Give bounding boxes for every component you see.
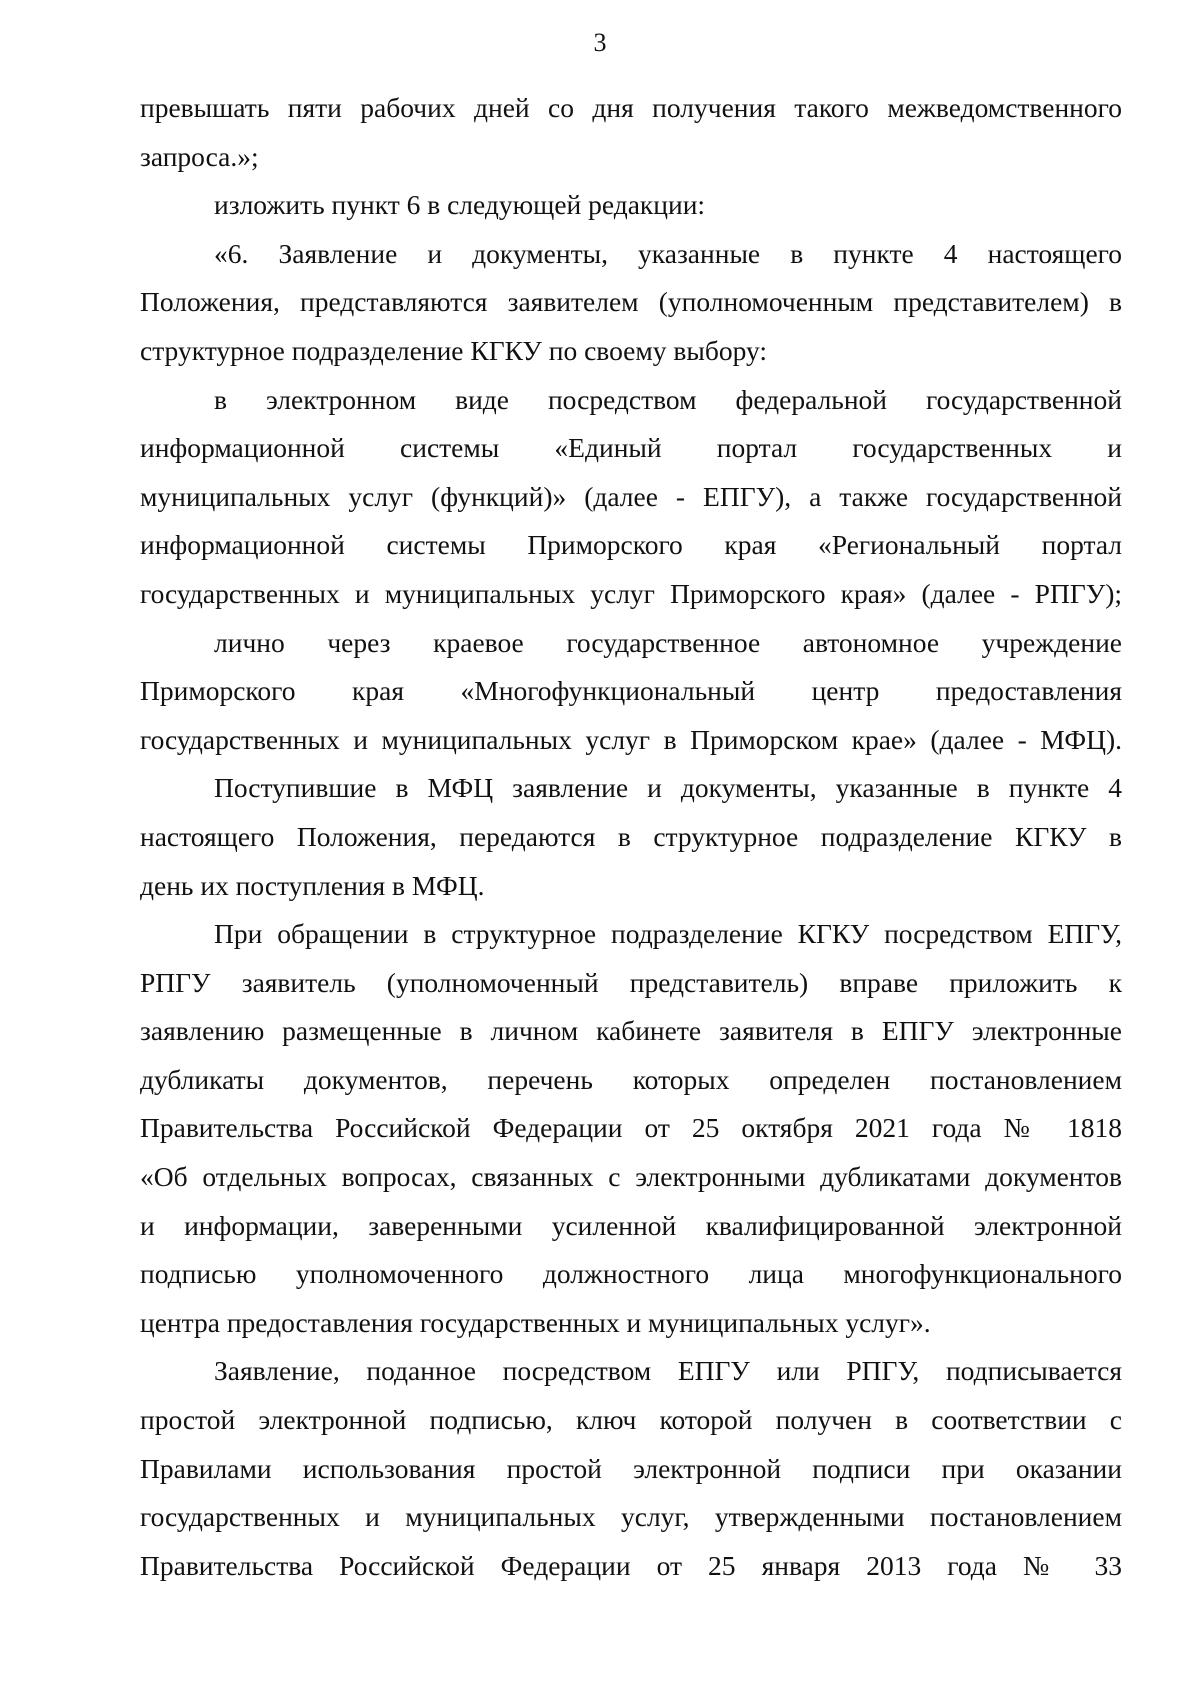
text-line: РПГУ заявитель (уполномоченный представитель) вправе приложить к (140, 966, 1122, 998)
text-line: центра предоставления государственных и муниципальных услуг». (140, 1306, 931, 1338)
text-line: информационной системы Приморского края «Региональный портал (140, 529, 1122, 561)
text-line: Заявление, поданное посредством ЕПГУ или РПГУ, подписывается (214, 1355, 1122, 1387)
text-line: Правительства Российской Федерации от 25 января 2013 года № 33 (140, 1549, 1122, 1581)
text-line: «6. Заявление и документы, указанные в пункте 4 настоящего (214, 237, 1122, 269)
text-line: настоящего Положения, передаются в структурное подразделение КГКУ в (140, 820, 1122, 852)
text-line: и информации, заверенными усиленной квалифицированной электронной (140, 1209, 1122, 1241)
text-line: заявлению размещенные в личном кабинете заявителя в ЕПГУ электронные (140, 1015, 1122, 1047)
text-line: в электронном виде посредством федеральной государственной (214, 383, 1122, 415)
text-line: день их поступления в МФЦ. (140, 869, 485, 901)
text-line: государственных и муниципальных услуг в Приморском крае» (далее - МФЦ). (140, 723, 1122, 755)
text-line: подписью уполномоченного должностного лица многофункционального (140, 1258, 1122, 1290)
text-line: превышать пяти рабочих дней со дня получения такого межведомственного (140, 92, 1122, 123)
text-line: дубликаты документов, перечень которых определен постановлением (140, 1063, 1122, 1095)
text-line: государственных и муниципальных услуг, утвержденными постановлением (140, 1501, 1122, 1533)
text-line: Поступившие в МФЦ заявление и документы, указанные в пункте 4 (214, 772, 1122, 804)
text-line: Положения, представляются заявителем (уполномоченным представителем) в (140, 286, 1122, 318)
text-line: Правительства Российской Федерации от 25 октября 2021 года № 1818 (140, 1112, 1122, 1144)
text-line: запроса.»; (140, 140, 259, 172)
page-number: 3 (593, 28, 607, 57)
text-line: «Об отдельных вопросах, связанных с электронными дубликатами документов (140, 1161, 1122, 1193)
text-line: структурное подразделение КГКУ по своему выбору: (140, 334, 768, 366)
document-body (140, 84, 1122, 1590)
text-line: простой электронной подписью, ключ которой получен в соответствии с (140, 1404, 1122, 1436)
text-line: Правилами использования простой электронной подписи при оказании (140, 1452, 1122, 1484)
text-line: лично через краевое государственное автономное учреждение (214, 626, 1122, 658)
text-line: государственных и муниципальных услуг Приморского края» (далее - РПГУ); (140, 577, 1122, 609)
text-line: изложить пункт 6 в следующей редакции: (214, 189, 706, 221)
text-line: При обращении в структурное подразделение КГКУ посредством ЕПГУ, (214, 918, 1122, 950)
text-line: муниципальных услуг (функций)» (далее - ЕПГУ), а также государственной (140, 480, 1122, 512)
text-line: информационной системы «Единый портал государственных и (140, 432, 1122, 464)
text-line: Приморского края «Многофункциональный центр предоставления (140, 675, 1122, 707)
